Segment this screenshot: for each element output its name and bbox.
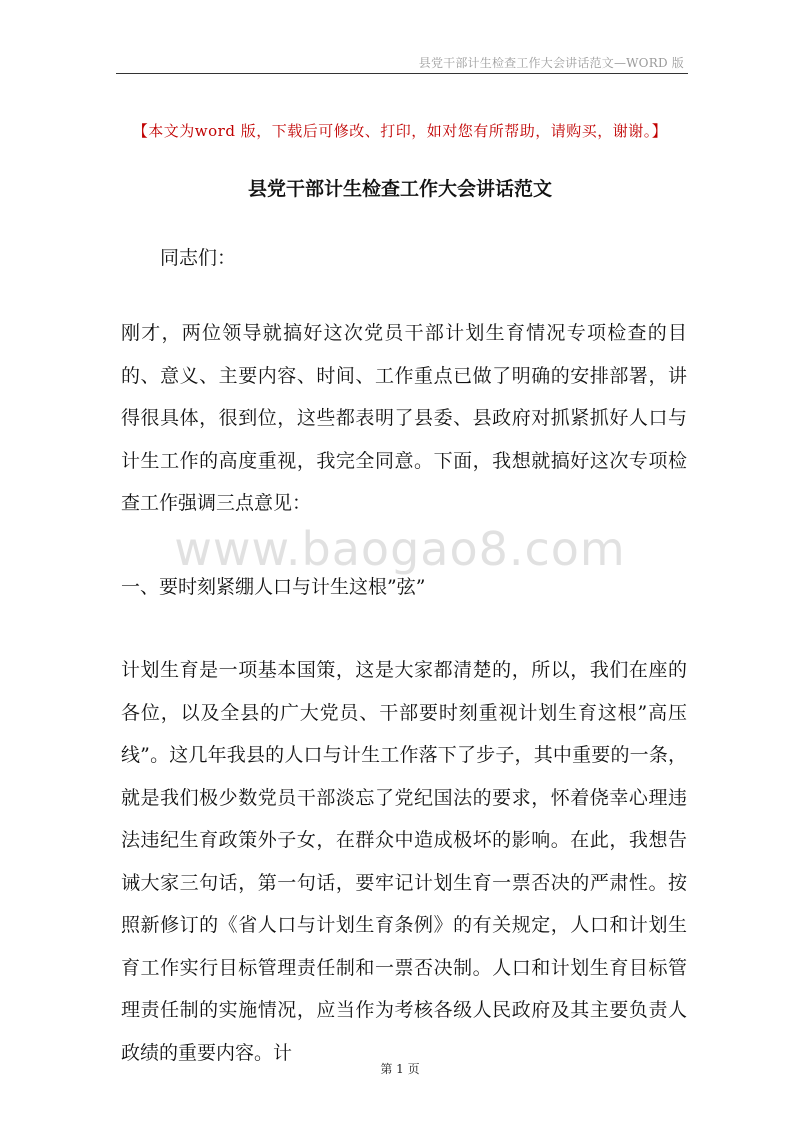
running-header: 县党干部计生检查工作大会讲话范文—WORD 版 [418,56,684,70]
body-paragraph-2: 计划生育是一项基本国策，这是大家都清楚的，所以，我们在座的各位，以及全县的广大党员、干部要时刻重视计划生育这根”高压线”。这几年我县的人口与计生工作落下了步子，其中重要的一条，就是我们极少数党员干部淡忘了党纪国法的要求，怀着侥幸心理违法违纪生育政策外子女，在群众中造成极坏的影响。在此，我想告诫大家三句话，第一句话，要牢记计划生育一票否决的严肃性。按照新修订的《省人口与计划生育条例》的有关规定，人口和计划生育工作实行目标管理责任制和一票否决制。人口和计划生育目标管理责任制的实施情况，应当作为考核各级人民政府及其主要负责人政绩的重要内容。计 [121,659,687,1064]
body-paragraph-1: 刚才，两位领导就搞好这次党员干部计划生育情况专项检查的目的、意义、主要内容、时间、工作重点已做了明确的安排部署，讲得很具体，很到位，这些都表明了县委、县政府对抓紧抓好人口与计生工作的高度重视，我完全同意。下面，我想就搞好这次专项检查工作强调三点意见： [121,322,687,514]
document-title: 县党干部计生检查工作大会讲话范文 [247,178,552,200]
section-heading-1: 一、要时刻紧绷人口与计生这根”弦” [121,576,426,598]
watermark: www.baogao8.com [174,522,626,576]
header-divider [116,73,688,74]
greeting: 同志们： [160,247,237,269]
download-notice: 【本文为word 版，下载后可修改、打印，如对您有所帮助，请购买，谢谢。】 [132,122,668,140]
page-number: 第 1 页 [380,1062,420,1076]
